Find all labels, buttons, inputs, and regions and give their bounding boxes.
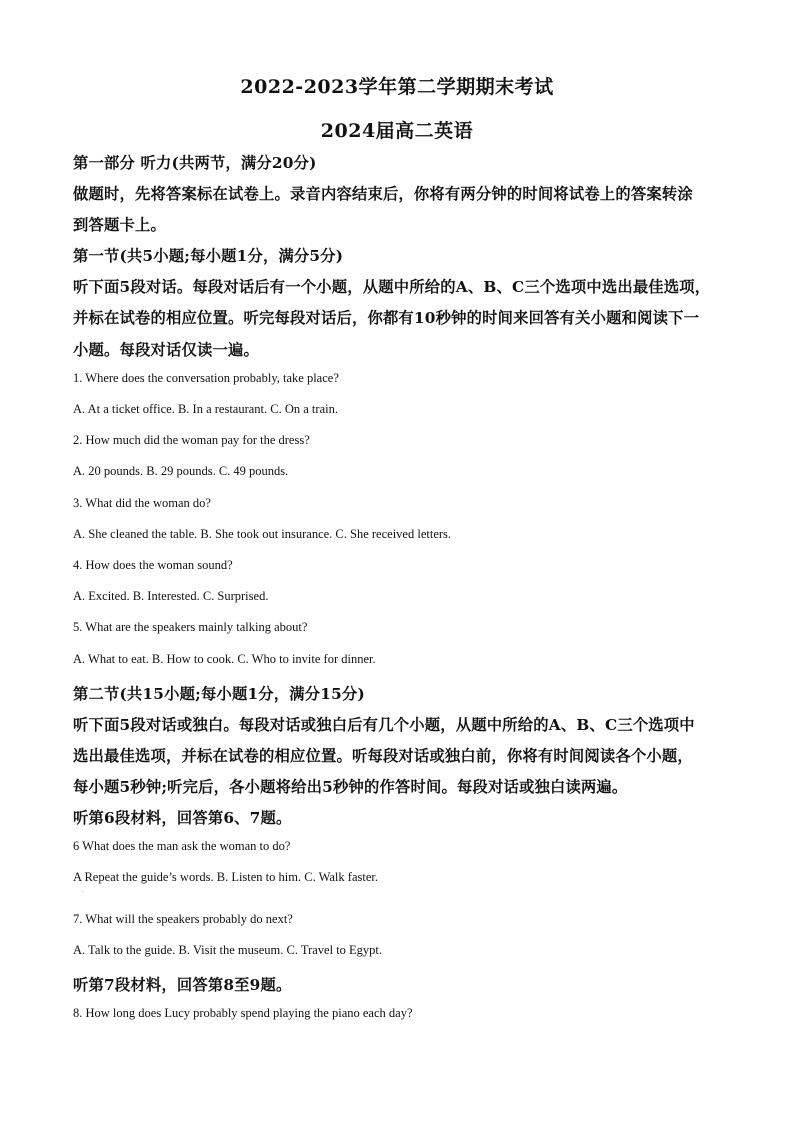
part1-heading: 第一部分 听力(共两节，满分20分) bbox=[73, 154, 317, 172]
section1-instruction-line: 小题。每段对话仅读一遍。 bbox=[73, 341, 259, 359]
question-options: A Repeat the guide’s words. B. Listen to him. C. Walk faster. bbox=[73, 870, 378, 884]
question-text: 3. What did the woman do? bbox=[73, 496, 211, 510]
question-options: A. At a ticket office. B. In a restaurant. C. On a train. bbox=[73, 402, 338, 416]
section1-instruction-line: 并标在试卷的相应位置。听完每段对话后，你都有10秒钟的时间来回答有关小题和阅读下一 bbox=[73, 309, 700, 327]
question-options: A. She cleaned the table. B. She took out insurance. C. She received letters. bbox=[73, 527, 452, 541]
question-options: A. What to eat. B. How to cook. C. Who to invite for dinner. bbox=[73, 652, 376, 666]
section1-instruction-line: 听下面5段对话。每段对话后有一个小题，从题中所给的A、B、C三个选项中选出最佳选项， bbox=[73, 278, 711, 296]
question-text: 6 What does the man ask the woman to do? bbox=[73, 839, 291, 853]
section2-instruction-line: 选出最佳选项，并标在试卷的相应位置。听每段对话或独白前，你将有时间阅读各个小题， bbox=[73, 747, 693, 765]
question-options: A. Excited. B. Interested. C. Surprised. bbox=[73, 589, 269, 603]
question-options: A. 20 pounds. B. 29 pounds. C. 49 pounds. bbox=[73, 464, 289, 478]
page-title: 2022-2023学年第二学期期末考试 bbox=[240, 76, 554, 98]
material-heading: 听第7段材料，回答第8至9题。 bbox=[73, 976, 292, 994]
question-text: 8. How long does Lucy probably spend playing the piano each day? bbox=[73, 1006, 413, 1020]
question-text: 7. What will the speakers probably do next? bbox=[73, 912, 293, 926]
section2-instruction-line: 每小题5秒钟;听完后，各小题将给出5秒钟的作答时间。每段对话或独白读两遍。 bbox=[73, 778, 628, 796]
stray-mark: · bbox=[82, 889, 84, 896]
question-text: 1. Where does the conversation probably, take place? bbox=[73, 371, 339, 385]
section1-heading: 第一节(共5小题;每小题1分，满分5分) bbox=[73, 247, 344, 265]
part1-instruction-line: 到答题卡上。 bbox=[73, 216, 166, 234]
question-options: A. Talk to the guide. B. Visit the museum. C. Travel to Egypt. bbox=[73, 943, 383, 957]
page-subtitle: 2024届高二英语 bbox=[320, 120, 474, 142]
question-text: 2. How much did the woman pay for the dress? bbox=[73, 433, 310, 447]
section2-heading: 第二节(共15小题;每小题1分，满分15分) bbox=[73, 685, 365, 703]
part1-instruction-line: 做题时，先将答案标在试卷上。录音内容结束后，你将有两分钟的时间将试卷上的答案转涂 bbox=[73, 185, 693, 203]
question-text: 4. How does the woman sound? bbox=[73, 558, 233, 572]
section2-instruction-line: 听下面5段对话或独白。每段对话或独白后有几个小题，从题中所给的A、B、C三个选项中 bbox=[73, 716, 695, 734]
question-text: 5. What are the speakers mainly talking about? bbox=[73, 620, 308, 634]
material-heading: 听第6段材料，回答第6、7题。 bbox=[73, 809, 292, 827]
